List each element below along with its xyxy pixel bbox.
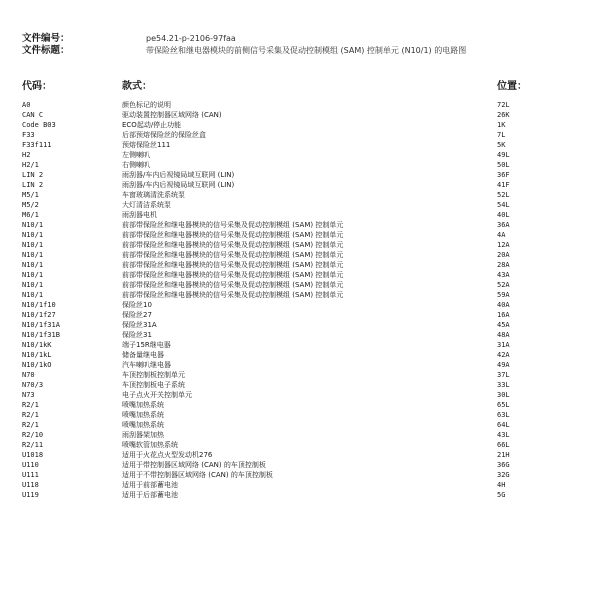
row-code: U118 xyxy=(22,481,39,489)
table-row xyxy=(0,170,600,180)
row-description: 车窗玻璃清洗系统泵 xyxy=(122,191,185,199)
table-row xyxy=(0,470,600,480)
table-row xyxy=(0,120,600,130)
row-position: 5K xyxy=(497,141,506,149)
row-code: N70 xyxy=(22,371,35,379)
row-position: 7L xyxy=(497,131,506,139)
table-row xyxy=(0,110,600,120)
row-description: 前部带保险丝和继电器模块的信号采集及促动控制模组 (SAM) 控制单元 xyxy=(122,291,344,299)
row-description: 驱动装置控制器区域网络 (CAN) xyxy=(122,111,222,119)
row-code: N10/1f31A xyxy=(22,321,60,329)
row-code: N10/1 xyxy=(22,291,44,299)
row-position: 42A xyxy=(497,351,510,359)
row-description: 前部带保险丝和继电器模块的信号采集及促动控制模组 (SAM) 控制单元 xyxy=(122,281,344,289)
row-code: N10/1 xyxy=(22,261,44,269)
row-position: 49L xyxy=(497,151,510,159)
row-code: R2/11 xyxy=(22,441,44,449)
table-row xyxy=(0,350,600,360)
table-row xyxy=(0,130,600,140)
row-position: 4H xyxy=(497,481,506,489)
table-row xyxy=(0,140,600,150)
column-header-pos: 位置： xyxy=(497,81,527,92)
row-description: 雨刮器电机 xyxy=(122,211,157,219)
row-position: 66L xyxy=(497,441,510,449)
row-position: 20A xyxy=(497,251,510,259)
row-description: 保险丝27 xyxy=(122,311,152,319)
table-row xyxy=(0,150,600,160)
row-code: U119 xyxy=(22,491,39,499)
row-position: 4A xyxy=(497,231,506,239)
row-description: 适用于火花点火型发动机276 xyxy=(122,451,213,459)
table-row xyxy=(0,360,600,370)
row-position: 26K xyxy=(497,111,510,119)
row-code: N70/3 xyxy=(22,381,44,389)
table-row xyxy=(0,280,600,290)
row-description: 预熔保险丝111 xyxy=(122,141,171,149)
doc-number-label: 文件编号： xyxy=(22,33,70,44)
table-row xyxy=(0,380,600,390)
row-description: 保险丝31A xyxy=(122,321,157,329)
row-description: 喷嘴加热系统 xyxy=(122,421,164,429)
table-row xyxy=(0,220,600,230)
row-description: 适用于后部蓄电池 xyxy=(122,491,178,499)
row-position: 37L xyxy=(497,371,510,379)
row-position: 52L xyxy=(497,191,510,199)
column-header-code: 代码： xyxy=(22,81,52,92)
row-description: 前部带保险丝和继电器模块的信号采集及促动控制模组 (SAM) 控制单元 xyxy=(122,261,344,269)
table-row xyxy=(0,340,600,350)
row-code: CAN C xyxy=(22,111,44,119)
row-position: 31A xyxy=(497,341,510,349)
table-row xyxy=(0,240,600,250)
row-code: N10/1kO xyxy=(22,361,52,369)
table-row xyxy=(0,440,600,450)
row-description: ECO起动/停止功能 xyxy=(122,121,182,129)
row-description: 汽车喇叭继电器 xyxy=(122,361,171,369)
row-code: H2/1 xyxy=(22,161,39,169)
row-position: 21H xyxy=(497,451,510,459)
row-description: 适用于不带控制器区域网络 (CAN) 的车顶控制板 xyxy=(122,471,273,479)
row-description: 右侧喇叭 xyxy=(122,161,150,169)
row-code: LIN 2 xyxy=(22,171,44,179)
table-row xyxy=(0,480,600,490)
row-position: 1K xyxy=(497,121,506,129)
row-position: 50L xyxy=(497,161,510,169)
row-position: 40A xyxy=(497,301,510,309)
row-position: 36G xyxy=(497,461,510,469)
row-code: Code B03 xyxy=(22,121,56,129)
row-code: N10/1 xyxy=(22,271,44,279)
row-position: 52A xyxy=(497,281,510,289)
doc-title-label: 文件标题： xyxy=(22,45,70,56)
row-code: M6/1 xyxy=(22,211,39,219)
row-description: 保险丝10 xyxy=(122,301,152,309)
row-position: 30L xyxy=(497,391,510,399)
row-description: 前部带保险丝和继电器模块的信号采集及促动控制模组 (SAM) 控制单元 xyxy=(122,241,344,249)
row-code: N10/1 xyxy=(22,221,44,229)
row-code: N73 xyxy=(22,391,35,399)
row-code: N10/1 xyxy=(22,231,44,239)
row-code: R2/1 xyxy=(22,411,39,419)
row-description: 前部带保险丝和继电器模块的信号采集及促动控制模组 (SAM) 控制单元 xyxy=(122,231,344,239)
row-position: 43L xyxy=(497,431,510,439)
row-description: 保险丝31 xyxy=(122,331,152,339)
row-position: 54L xyxy=(497,201,510,209)
row-code: M5/2 xyxy=(22,201,39,209)
row-code: R2/1 xyxy=(22,401,39,409)
row-description: 雨刮器架加热 xyxy=(122,431,164,439)
table-row xyxy=(0,330,600,340)
row-description: 电子点火开关控制单元 xyxy=(122,391,192,399)
row-code: U110 xyxy=(22,461,39,469)
row-position: 48A xyxy=(497,331,510,339)
table-row xyxy=(0,200,600,210)
row-description: 端子15R继电器 xyxy=(122,341,171,349)
row-code: N10/1f10 xyxy=(22,301,56,309)
row-code: M5/1 xyxy=(22,191,39,199)
table-row xyxy=(0,450,600,460)
row-code: N10/1f31B xyxy=(22,331,60,339)
row-description: 车顶控制板控制单元 xyxy=(122,371,185,379)
row-code: N10/1kL xyxy=(22,351,52,359)
row-position: 16A xyxy=(497,311,510,319)
table-row xyxy=(0,370,600,380)
row-position: 32G xyxy=(497,471,510,479)
column-header-desc: 款式： xyxy=(122,81,152,92)
row-description: 储备量继电器 xyxy=(122,351,164,359)
row-code: F33 xyxy=(22,131,35,139)
row-code: R2/10 xyxy=(22,431,44,439)
table-row xyxy=(0,230,600,240)
row-position: 45A xyxy=(497,321,510,329)
row-position: 36A xyxy=(497,221,510,229)
table-row xyxy=(0,250,600,260)
table-row xyxy=(0,430,600,440)
table-row xyxy=(0,160,600,170)
table-row xyxy=(0,320,600,330)
row-position: 59A xyxy=(497,291,510,299)
row-description: 前部带保险丝和继电器模块的信号采集及促动控制模组 (SAM) 控制单元 xyxy=(122,251,344,259)
row-code: U1018 xyxy=(22,451,44,459)
row-position: 64L xyxy=(497,421,510,429)
table-row xyxy=(0,180,600,190)
row-code: A0 xyxy=(22,101,31,109)
row-description: 适用于带控制器区域网络 (CAN) 的车顶控制板 xyxy=(122,461,266,469)
table-row xyxy=(0,420,600,430)
row-code: N10/1 xyxy=(22,251,44,259)
table-row xyxy=(0,290,600,300)
table-row xyxy=(0,190,600,200)
table-row xyxy=(0,390,600,400)
row-code: F33f111 xyxy=(22,141,52,149)
table-row xyxy=(0,300,600,310)
row-code: N10/1 xyxy=(22,281,44,289)
row-code: R2/1 xyxy=(22,421,39,429)
row-position: 63L xyxy=(497,411,510,419)
row-description: 颜色标记的说明 xyxy=(122,101,171,109)
row-position: 5G xyxy=(497,491,506,499)
row-code: U111 xyxy=(22,471,39,479)
row-description: 车顶控制板电子系统 xyxy=(122,381,185,389)
table-row xyxy=(0,260,600,270)
row-description: 前部带保险丝和继电器模块的信号采集及促动控制模组 (SAM) 控制单元 xyxy=(122,221,344,229)
doc-number-value: pe54.21-p-2106-97faa xyxy=(146,34,236,43)
row-description: 喷嘴软管加热系统 xyxy=(122,441,178,449)
row-position: 65L xyxy=(497,401,510,409)
row-position: 28A xyxy=(497,261,510,269)
table-row xyxy=(0,210,600,220)
row-position: 40L xyxy=(497,211,510,219)
table-row xyxy=(0,310,600,320)
row-description: 雨刮器/车内后视镜局域互联网 (LIN) xyxy=(122,181,235,189)
table-row xyxy=(0,400,600,410)
row-code: N10/1kK xyxy=(22,341,52,349)
row-description: 雨刮器/车内后视镜局域互联网 (LIN) xyxy=(122,171,235,179)
table-row xyxy=(0,410,600,420)
row-description: 喷嘴加热系统 xyxy=(122,411,164,419)
row-position: 12A xyxy=(497,241,510,249)
row-code: H2 xyxy=(22,151,31,159)
table-row xyxy=(0,270,600,280)
row-description: 喷嘴加热系统 xyxy=(122,401,164,409)
row-description: 大灯清洁系统泵 xyxy=(122,201,171,209)
row-code: LIN 2 xyxy=(22,181,44,189)
row-position: 33L xyxy=(497,381,510,389)
table-row xyxy=(0,490,600,500)
component-table xyxy=(0,100,600,500)
table-row xyxy=(0,100,600,110)
row-position: 41F xyxy=(497,181,510,189)
row-code: N10/1f27 xyxy=(22,311,56,319)
row-position: 36F xyxy=(497,171,510,179)
doc-title-value: 带保险丝和继电器模块的前侧信号采集及促动控制模组 (SAM) 控制单元 (N10/1) 的电路图 xyxy=(146,46,467,55)
row-description: 左侧喇叭 xyxy=(122,151,150,159)
row-position: 72L xyxy=(497,101,510,109)
row-position: 49A xyxy=(497,361,510,369)
row-code: N10/1 xyxy=(22,241,44,249)
row-position: 43A xyxy=(497,271,510,279)
table-row xyxy=(0,460,600,470)
row-description: 后部预熔保险丝的保险丝盒 xyxy=(122,131,206,139)
row-description: 适用于前部蓄电池 xyxy=(122,481,178,489)
row-description: 前部带保险丝和继电器模块的信号采集及促动控制模组 (SAM) 控制单元 xyxy=(122,271,344,279)
